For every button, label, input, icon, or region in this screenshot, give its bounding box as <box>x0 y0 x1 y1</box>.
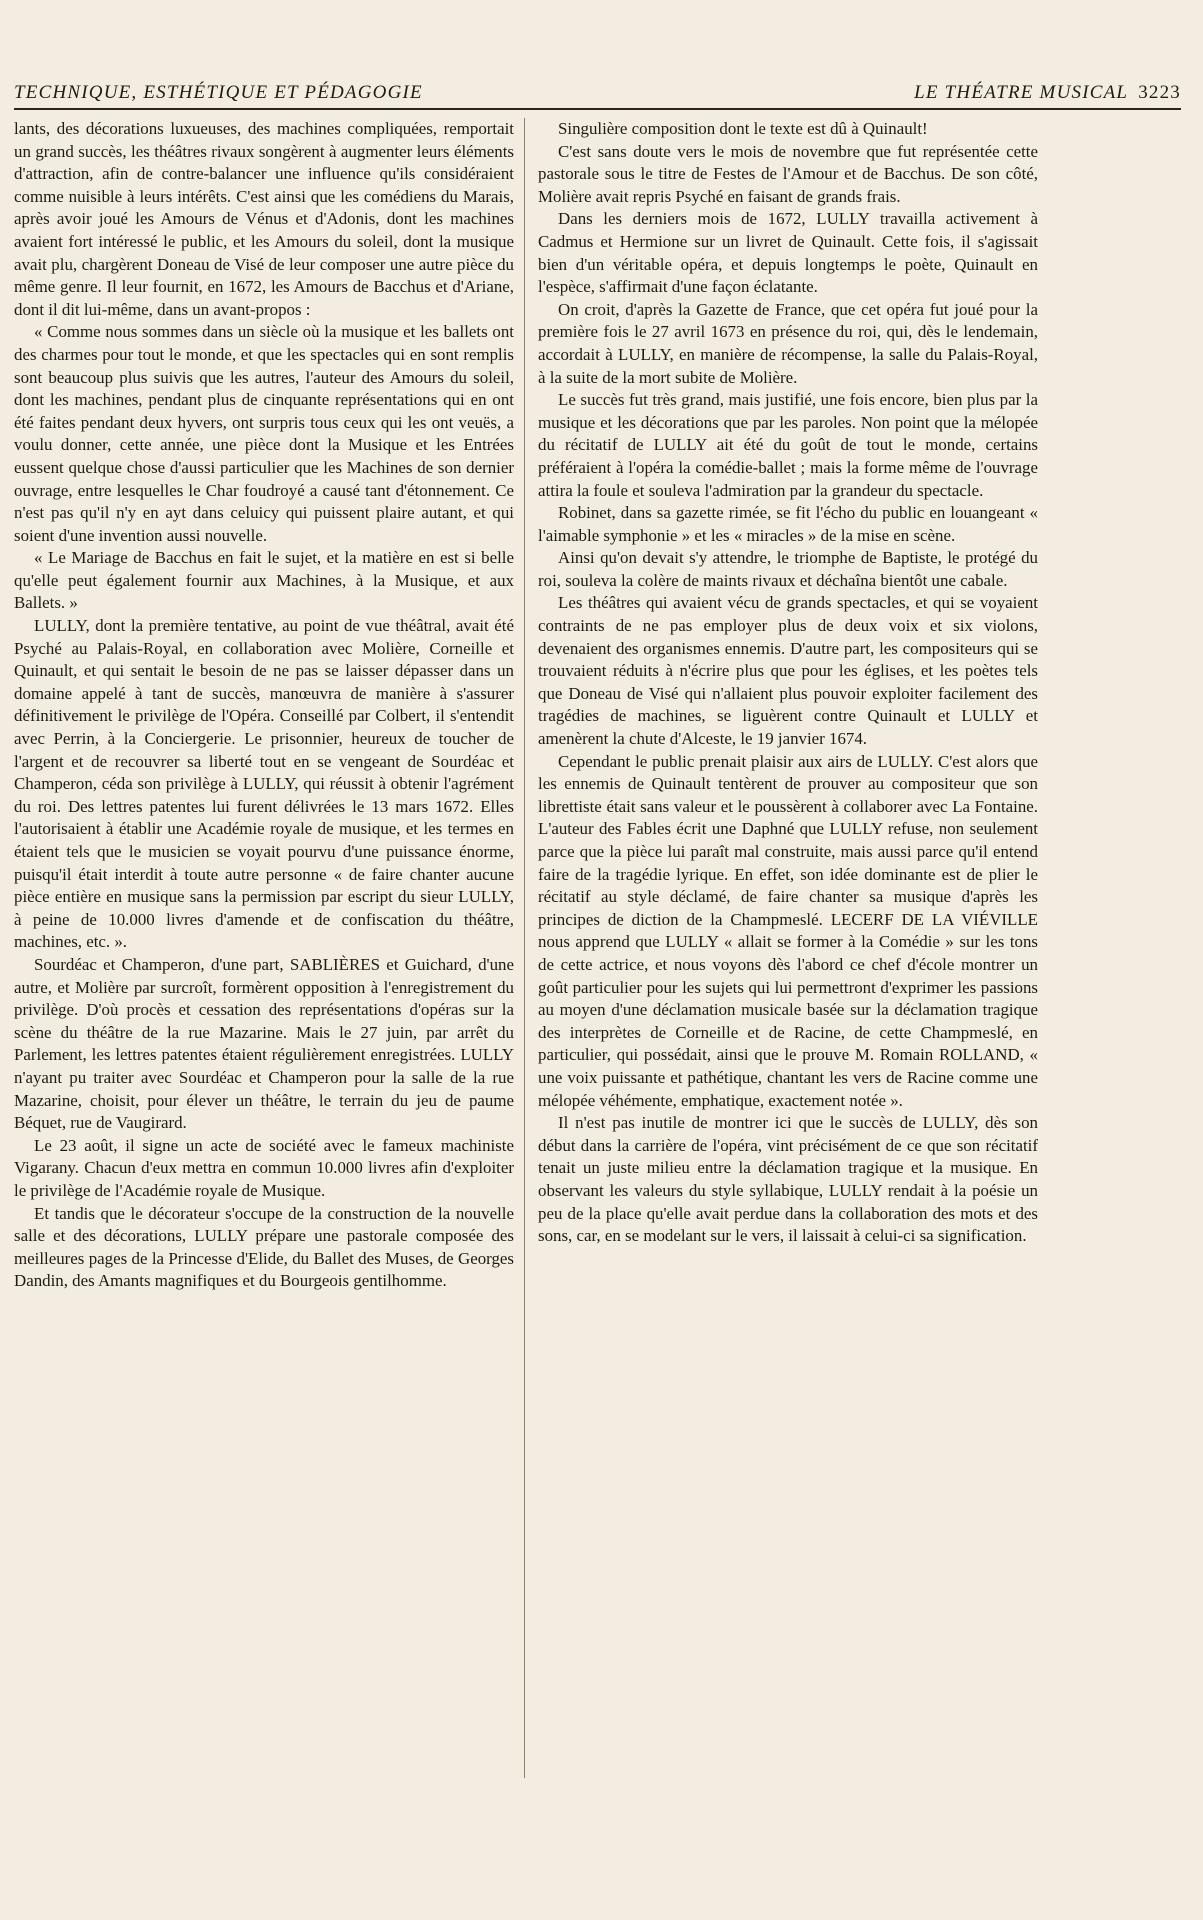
paragraph: Le 23 août, il signe un acte de société avec le fameux machiniste Vigarany. Chacun d'eux mettra en commun 10.000 livres afin d'exploiter le privilège de l'Académie royale de Musique. <box>14 1135 514 1200</box>
paragraph: C'est sans doute vers le mois de novembre que fut représentée cette pastorale sous le titre de Festes de l'Amour et de Bacchus. De son côté, Molière avait repris Psyché en faisant de grands frais. <box>538 141 1038 206</box>
paragraph: Les théâtres qui avaient vécu de grands spectacles, et qui se voyaient contraints de ne pas employer plus de deux voix et six violons, devenaient des organismes ennemis. D'autre part, les compositeurs qui se trouvaient réduits à n'écrire plus que pour les églises, et les poètes tels que Doneau de Visé qui n'allaient plus pouvoir exploiter facilement des tragédies de machines, se liguèrent contre Quinault et LULLY et amenèrent la chute d'Alceste, le 19 janvier 1674. <box>538 593 1038 749</box>
paragraph: Cependant le public prenait plaisir aux airs de LULLY. C'est alors que les ennemis de Quinault tentèrent de prouver au compositeur que son librettiste était sans valeur et le poussèrent à collaborer avec La Fontaine. L'auteur des Fables écrit une Daphné que LULLY refuse, non seulement parce que la pièce lui paraît mal construite, mais aussi parce qu'il entend faire de la tragédie lyrique. En effet, son idée dominante est de plier le récitatif au style déclamé, de faire chanter sa musique d'après les principes de diction de la Champmeslé. LECERF DE LA VIÉVILLE nous apprend que LULLY « allait se former à la Comédie » sur les tons de cette actrice, et nous voyons dès l'abord ce chef d'école montrer un goût particulier pour les sujets qui lui permettront d'exprimer les passions au moyen d'une déclamation musicale basée sur la déclamation tragique des interprètes de Corneille et de Racine, de cette Champmeslé, en particulier, qui possédait, ainsi que le prouve M. Romain ROLLAND, « une voix puissante et pathétique, chantant les vers de Racine comme une mélopée véhémente, emphatique, exactement notée ». <box>538 751 1038 1110</box>
left-column <box>14 118 514 1293</box>
column-divider <box>524 118 525 1778</box>
paragraph: lants, des décorations luxueuses, des machines compliquées, remportait un grand succès, les théâtres rivaux songèrent à augmenter leurs éléments d'attraction, afin de contre-balancer une influence qu'ils considéraient comme nuisible à leurs intérêts. C'est ainsi que les comédiens du Marais, après avoir joué les Amours de Vénus et d'Adonis, dont les machines avaient fort intéressé le public, et les Amours du soleil, dont la musique avait plu, chargèrent Doneau de Visé de leur composer une autre pièce du même genre. Il leur fournit, en 1672, les Amours de Bacchus et d'Ariane, dont il dit lui-même, dans un avant-propos : <box>14 119 514 319</box>
page-number: 3223 <box>1138 82 1181 103</box>
paragraph: Robinet, dans sa gazette rimée, se fit l'écho du public en louangeant « l'aimable symphonie » et les « miracles » de la mise en scène. <box>538 503 1038 545</box>
paragraph: « Le Mariage de Bacchus en fait le sujet, et la matière en est si belle qu'elle peut également fournir aux Machines, à la Musique, et aux Ballets. » <box>14 548 514 613</box>
paragraph: LULLY, dont la première tentative, au point de vue théâtral, avait été Psyché au Palais-Royal, en collaboration avec Molière, Corneille et Quinault, et qui sentait le besoin de ne pas se laisser dépasser dans un domaine appelé à tant de succès, manœuvra de manière à s'assurer définitivement le privilège de l'Opéra. Conseillé par Colbert, il s'entendit avec Perrin, à la Conciergerie. Le prisonnier, heureux de toucher de l'argent et de recouvrer sa liberté tout en se vengeant de Sourdéac et Champeron, céda son privilège à LULLY, qui réussit à obtenir l'agrément du roi. Des lettres patentes lui furent délivrées le 13 mars 1672. Elles l'autorisaient à établir une Académie royale de musique, et les termes en étaient tels que le musicien se voyait pourvu d'une puissance énorme, puisqu'il était interdit à toute autre personne « de faire chanter aucune pièce entière en musique sans la permission par escript du sieur LULLY, à peine de 10.000 livres d'amende et de confiscation du théâtre, machines, etc. ». <box>14 616 514 952</box>
paragraph: Singulière composition dont le texte est dû à Quinault! <box>558 119 928 138</box>
header-rule <box>14 108 1181 110</box>
paragraph: Il n'est pas inutile de montrer ici que le succès de LULLY, dès son début dans la carrière de l'opéra, vint précisément de ce que son récitatif tenait un juste milieu entre la déclamation tragique et la musique. En observant les valeurs du style syllabique, LULLY rendait à la poésie un peu de la place qu'elle avait perdue dans la collaboration des mots et des sons, car, en se modelant sur le vers, il laissait à celui-ci sa signification. <box>538 1113 1038 1246</box>
paragraph: Ainsi qu'on devait s'y attendre, le triomphe de Baptiste, le protégé du roi, souleva la colère de maints rivaux et déchaîna bientôt une cabale. <box>538 548 1038 590</box>
header-chapter-title: LE THÉATRE MUSICAL <box>914 82 1129 103</box>
paragraph: Sourdéac et Champeron, d'une part, SABLIÈRES et Guichard, d'une autre, et Molière par surcroît, formèrent opposition à l'enregistrement du privilège. D'où procès et cessation des représentations d'opéras sur la scène du théâtre de la rue Mazarine. Mais le 27 juin, par arrêt du Parlement, les lettres patentes étaient régulièrement enregistrées. LULLY n'ayant pu traiter avec Sourdéac et Champeron pour la salle de la rue Mazarine, choisit, pour élever un théâtre, le terrain du jeu de paume Béquet, rue de Vaugirard. <box>14 954 514 1133</box>
header-section-title: TECHNIQUE, ESTHÉTIQUE ET PÉDAGOGIE <box>14 82 423 103</box>
paragraph: Le succès fut très grand, mais justifié, une fois encore, bien plus par la musique et les décorations que par les paroles. Non point que la mélopée du récitatif de LULLY ait été du goût de tout le monde, certains préféraient à l'opéra la comédie-ballet ; mais la forme même de l'ouvrage attira la foule et souleva l'admiration par la grandeur du spectacle. <box>538 390 1038 500</box>
paragraph: « Comme nous sommes dans un siècle où la musique et les ballets ont des charmes pour tout le monde, et que les spectacles qui en sont remplis sont beaucoup plus suivis que les autres, l'auteur des Amours du soleil, dont les machines, pendant plus de cinquante représentations qui en ont été faites pendant deux hyvers, ont surpris tous ceux qui les ont veuës, a voulu donner, cette année, une pièce dont la Musique et les Entrées eussent quelque chose d'aussi particulier que les Machines de son dernier ouvrage, entre lesquelles le Char foudroyé a causé tant d'étonnement. Ce n'est pas qu'il n'y en ayt dans celuicy qui puissent plaire autant, et qui soient d'une invention aussi nouvelle. <box>14 322 514 545</box>
right-column <box>538 118 1038 1248</box>
header-right <box>914 82 1181 104</box>
paragraph: Dans les derniers mois de 1672, LULLY travailla activement à Cadmus et Hermione sur un livret de Quinault. Cette fois, il s'agissait bien d'un véritable opéra, et depuis longtemps le poète, Quinault en l'espèce, s'affirmait d'une façon éclatante. <box>538 209 1038 297</box>
paragraph: Et tandis que le décorateur s'occupe de la construction de la nouvelle salle et des décorations, LULLY prépare une pastorale composée des meilleures pages de la Princesse d'Elide, du Ballet des Muses, de Georges Dandin, des Amants magnifiques et du Bourgeois gentilhomme. <box>14 1203 514 1291</box>
paragraph: On croit, d'après la Gazette de France, que cet opéra fut joué pour la première fois le 27 avril 1673 en présence du roi, qui, dès le lendemain, accordait à LULLY, en manière de récompense, la salle du Palais-Royal, à la suite de la mort subite de Molière. <box>538 299 1038 387</box>
